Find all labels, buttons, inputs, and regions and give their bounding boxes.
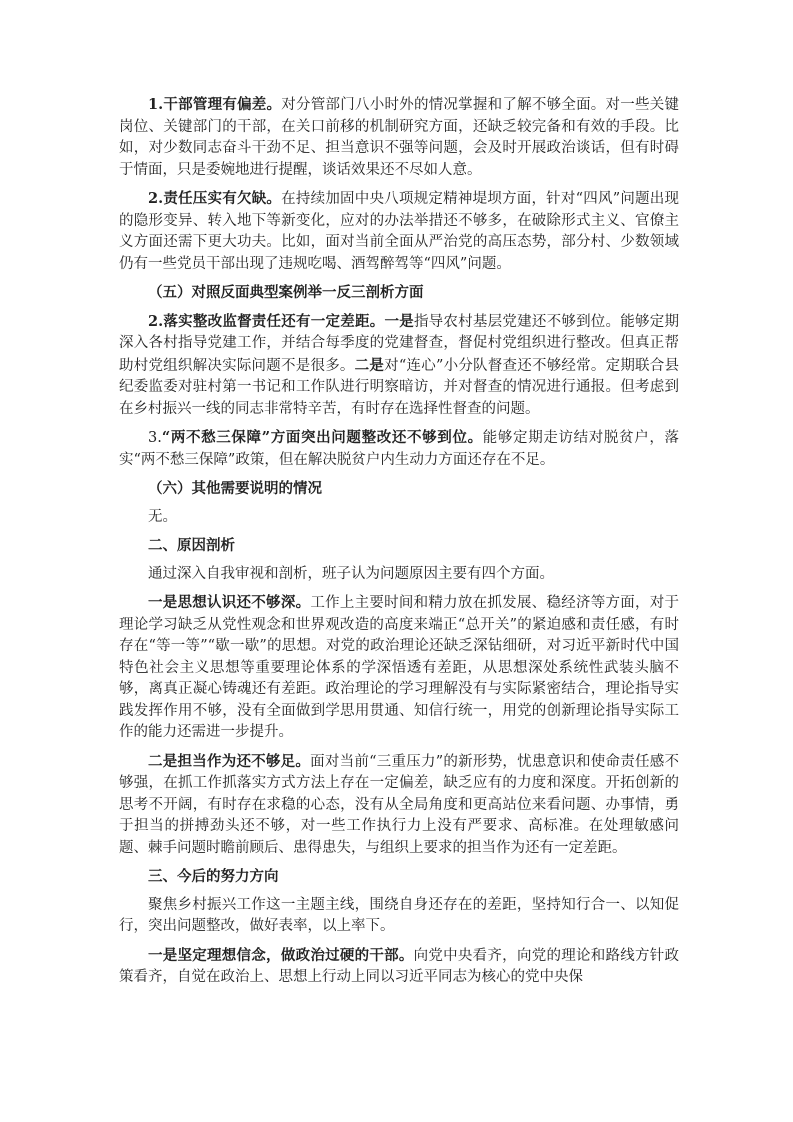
document-page xyxy=(119,94,679,996)
paragraph-text: 能够定期走访结对脱贫户，落实“两不愁三保障”政策，但在解决脱贫户内生动力方面还存在不足。 xyxy=(119,430,680,468)
paragraph-text: 工作上主要时间和精力放在抓发展、稳经济等方面，对于理论学习缺乏从党性观念和世界观改造的高度来端正“总开关”的紧迫感和责任感，有时存在“等一等”“歇一歇”的思想。对党的政治理论还缺乏深钻细研，对习近平新时代中国特色社会主义思想等重要理论体系的学深悟透有差距，从思想深处系统性武装头脑不够，离真正凝心铸魂还有差距。政治理论的学习理解没有与实际紧密结合，理论指导实践发挥作用不够，没有全面做到学思用贯通、知信行统一，用党的创新理论指导实际工作的能力还需进一步提升。 xyxy=(119,595,679,740)
paragraph-text: 指导农村基层党建还不够到位。能够定期深入各村指导党建工作，并结合每季度的党建督查，督促村党组织进行整改。但真正帮助村党组织解决实际问题不是很多。 xyxy=(119,313,679,374)
paragraph-lead-2: 二是 xyxy=(354,356,385,374)
paragraph-lead: 一是坚定理想信念，做政治过硬的干部。 xyxy=(148,946,414,964)
section-heading-cause-analysis: 二、原因剖析 xyxy=(148,537,235,554)
paragraph-lead: 2.责任压实有欠缺。 xyxy=(148,190,282,207)
paragraph-responsibility xyxy=(119,188,679,275)
paragraph-thinking xyxy=(119,592,679,744)
section-heading-future-direction: 三、今后的努力方向 xyxy=(148,868,279,885)
paragraph-lead: 2.落实整改监督责任还有一定差距。一是 xyxy=(148,312,414,330)
paragraph-future-intro: 聚焦乡村振兴工作这一主题主线，围绕自身还存在的差距，坚持知行合一、以知促行，突出问题整改，做好表率，以上率下。 xyxy=(119,896,679,934)
paragraph-lead: “两不愁三保障”方面突出问题整改还不够到位。 xyxy=(161,429,483,446)
paragraph-text-2: 对“连心”小分队督查还不够经常。定期联合县纪委监委对驻村第一书记和工作队进行明察暗访，并对督查的情况进行通报。但考虑到在乡村振兴一线的同志非常特辛苦，有时存在选择性督查的问题。 xyxy=(119,357,680,417)
paragraph-lead: 二是担当作为还不够足。 xyxy=(148,752,311,770)
paragraph-ideals xyxy=(119,945,679,989)
paragraph-text: 向党中央看齐，向党的理论和路线方针政策看齐，自觉在政治上、思想上行动上同以习近平同志为核心的党中央保 xyxy=(119,947,680,985)
paragraph-supervision xyxy=(119,311,679,421)
paragraph-none: 无。 xyxy=(148,508,177,525)
paragraph-cadre-management xyxy=(119,94,679,181)
paragraph-text: 在持续加固中央八项规定精神堤坝方面，针对“四风”问题出现的隐形变异、转入地下等新变化，应对的办法举措还不够多，在破除形式主义、官僚主义方面还需下更大功夫。比如，面对当前全面从严治党的高压态势，部分村、少数领域仍有一些党员干部出现了违规吃喝、酒驾醉驾等“四风”问题。 xyxy=(119,191,680,272)
paragraph-text: 对分管部门八小时外的情况掌握和了解不够全面。对一些关键岗位、关键部门的干部，在关口前移的机制研究方面，还缺乏较完备和有效的手段。比如，对少数同志奋斗干劲不足、担当意识不强等问题，会及时开展政治谈话，但有时碍于情面，只是委婉地进行提醒，谈话效果还不尽如人意。 xyxy=(119,97,680,178)
paragraph-lead: 一是思想认识还不够深。 xyxy=(148,594,311,611)
paragraph-text: 面对当前“三重压力”的新形势，忧患意识和使命责任感不够强，在抓工作抓落实方式方法上存在一定偏差，缺乏应有的力度和深度。开拓创新的思考不开阔，有时存在求稳的心态，没有从全局角度和更高站位来看问题、办事情，勇于担当的拼搏劲头还不够，对一些工作执行力上没有严要求、高标准。在处理敏感问题、棘手问题时瞻前顾后、患得患失，与组织上要求的担当作为还有一定差距。 xyxy=(119,753,680,856)
paragraph-lead: 1.干部管理有偏差。 xyxy=(148,96,282,113)
paragraph-cause-intro: 通过深入自我审视和剖析，班子认为问题原因主要有四个方面。 xyxy=(148,565,554,582)
paragraph-two-assurances xyxy=(119,427,679,471)
section-heading-5: （五）对照反面典型案例举一反三剖析方面 xyxy=(148,284,424,301)
section-heading-6: （六）其他需要说明的情况 xyxy=(148,480,322,497)
paragraph-commitment xyxy=(119,751,679,860)
paragraph-number: 3. xyxy=(148,430,162,446)
